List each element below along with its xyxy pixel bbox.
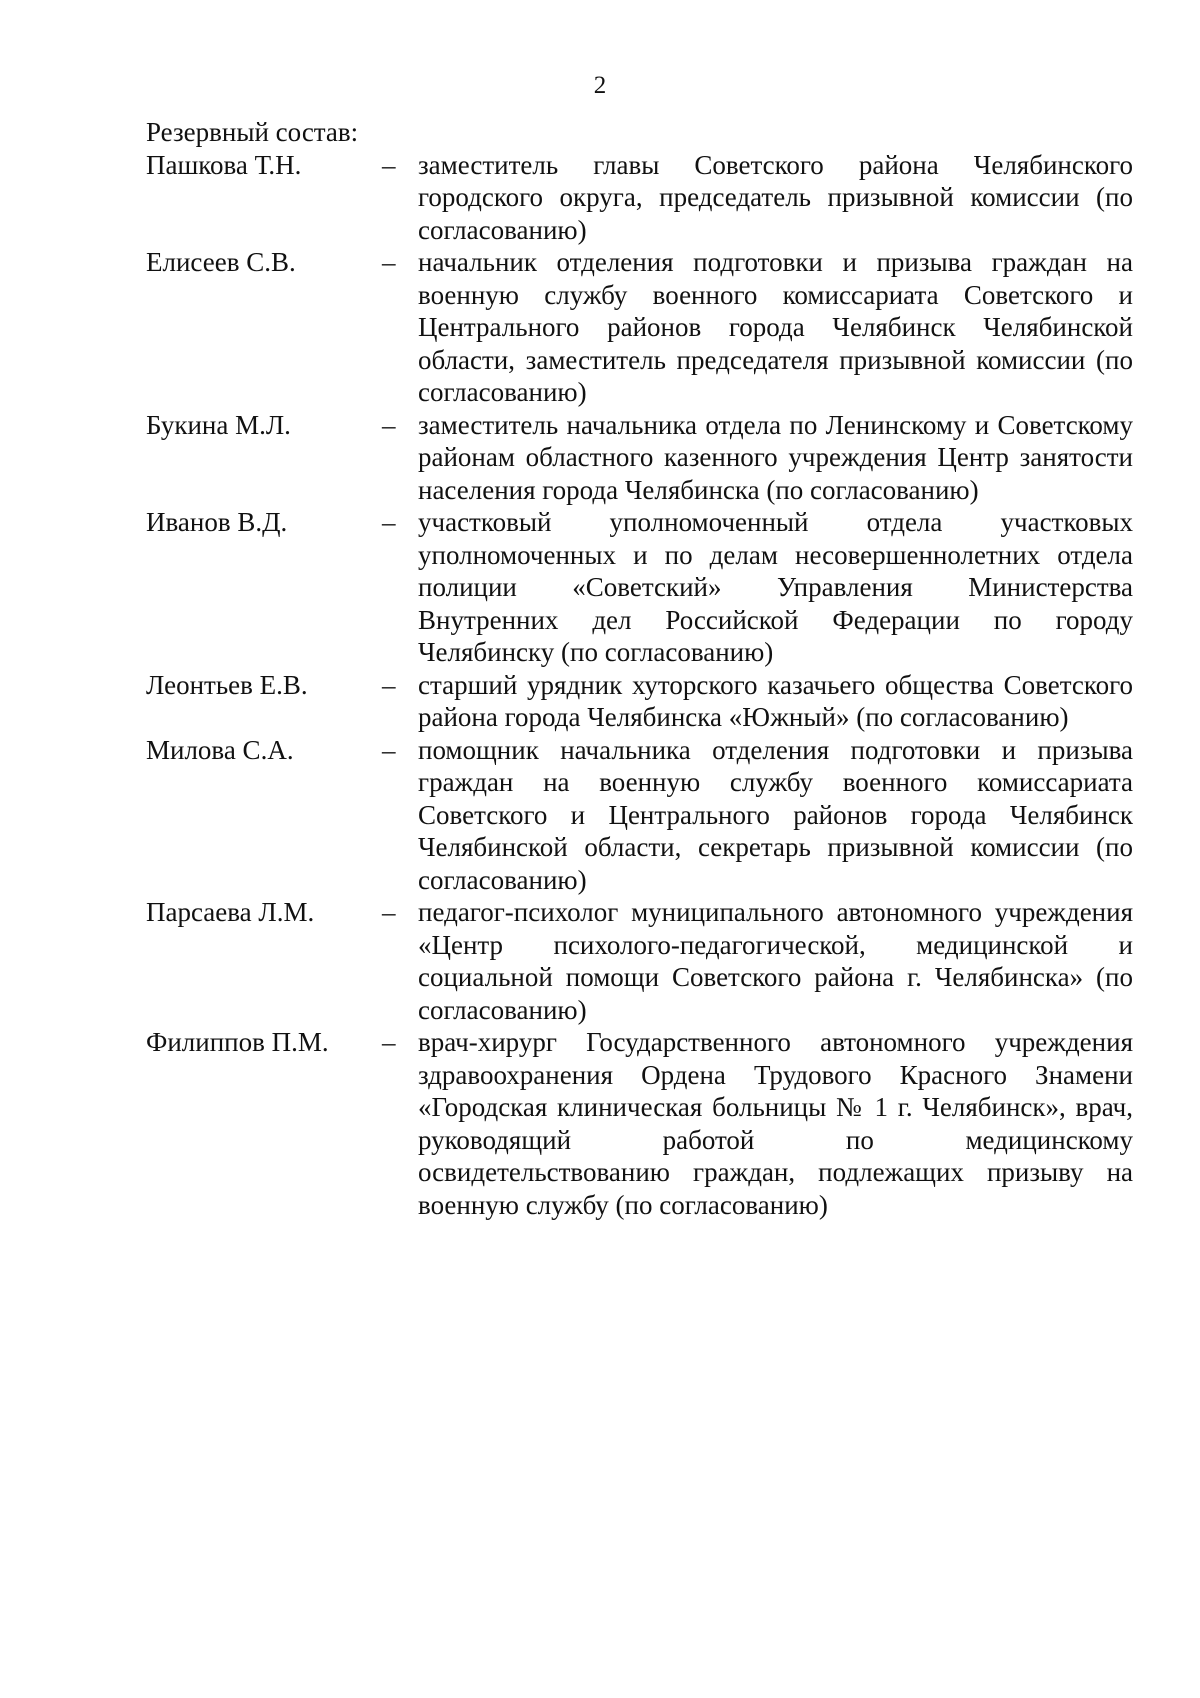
member-entry-milova	[146, 734, 1133, 897]
member-dash: –	[382, 409, 396, 440]
member-name: Парсаева Л.М.	[146, 897, 315, 927]
member-dash: –	[382, 507, 396, 537]
member-entry-ivanov	[146, 506, 1133, 669]
member-description: заместитель начальника отдела по Ленинскому и Советскому районам областного казенного учреждения Центр занятости населения города Челябинска (по согласованию)	[418, 409, 1133, 505]
member-description: заместитель главы Советского района Челябинского городского округа, председатель призывной комиссии (по согласованию)	[418, 149, 1133, 245]
member-name: Леонтьев Е.В.	[146, 669, 308, 700]
section-heading: Резервный состав:	[146, 117, 359, 147]
member-description: старший урядник хуторского казачьего общества Советского района города Челябинска «Южный» (по согласованию)	[418, 669, 1133, 732]
member-description: врач-хирург Государственного автономного учреждения здравоохранения Ордена Трудового Красного Знамени «Городская клиническая больницы № 1 г. Челябинск», врач, руководящий работой по медицинскому освидетельствованию граждан, подлежащих призыву на военную службу (по согласованию)	[418, 1027, 1133, 1220]
member-description: педагог-психолог муниципального автономного учреждения «Центр психолого-педагогической, медицинской и социальной помощи Советского района г. Челябинска» (по согласованию)	[418, 897, 1133, 1025]
member-dash: –	[382, 734, 396, 765]
member-name: Филиппов П.М.	[146, 1027, 329, 1057]
member-name: Букина М.Л.	[146, 409, 291, 440]
member-name: Иванов В.Д.	[146, 507, 288, 537]
member-entry-parsaeva	[146, 896, 1133, 1026]
member-description: помощник начальника отделения подготовки и призыва граждан на военную службу военного комиссариата Советского и Центрального районов города Челябинск Челябинской области, секретарь призывной комиссии (по согласованию)	[418, 734, 1133, 895]
member-dash: –	[382, 149, 396, 180]
member-name: Милова С.А.	[146, 734, 294, 765]
member-dash: –	[382, 897, 396, 927]
page-number: 2	[593, 72, 607, 99]
member-entry-bukina	[146, 409, 1133, 507]
member-entry-filippov	[146, 1026, 1133, 1221]
member-name: Елисеев С.В.	[146, 247, 296, 277]
member-dash: –	[382, 669, 396, 700]
member-dash: –	[382, 1027, 396, 1057]
member-name: Пашкова Т.Н.	[146, 149, 302, 180]
member-description: начальник отделения подготовки и призыва граждан на военную службу военного комиссариата Советского и Центрального районов города Челябинск Челябинской области, заместитель председателя призывной комиссии (по согласованию)	[418, 247, 1133, 407]
member-entry-pashkova	[146, 149, 1133, 247]
member-entry-leontiev	[146, 669, 1133, 734]
document-body	[146, 116, 1133, 1221]
member-dash: –	[382, 247, 396, 277]
member-description: участковый уполномоченный отдела участковых уполномоченных и по делам несовершеннолетних отдела полиции «Советский» Управления Министерства Внутренних дел Российской Федерации по городу Челябинску (по согласованию)	[418, 507, 1133, 667]
member-entry-eliseev	[146, 246, 1133, 409]
